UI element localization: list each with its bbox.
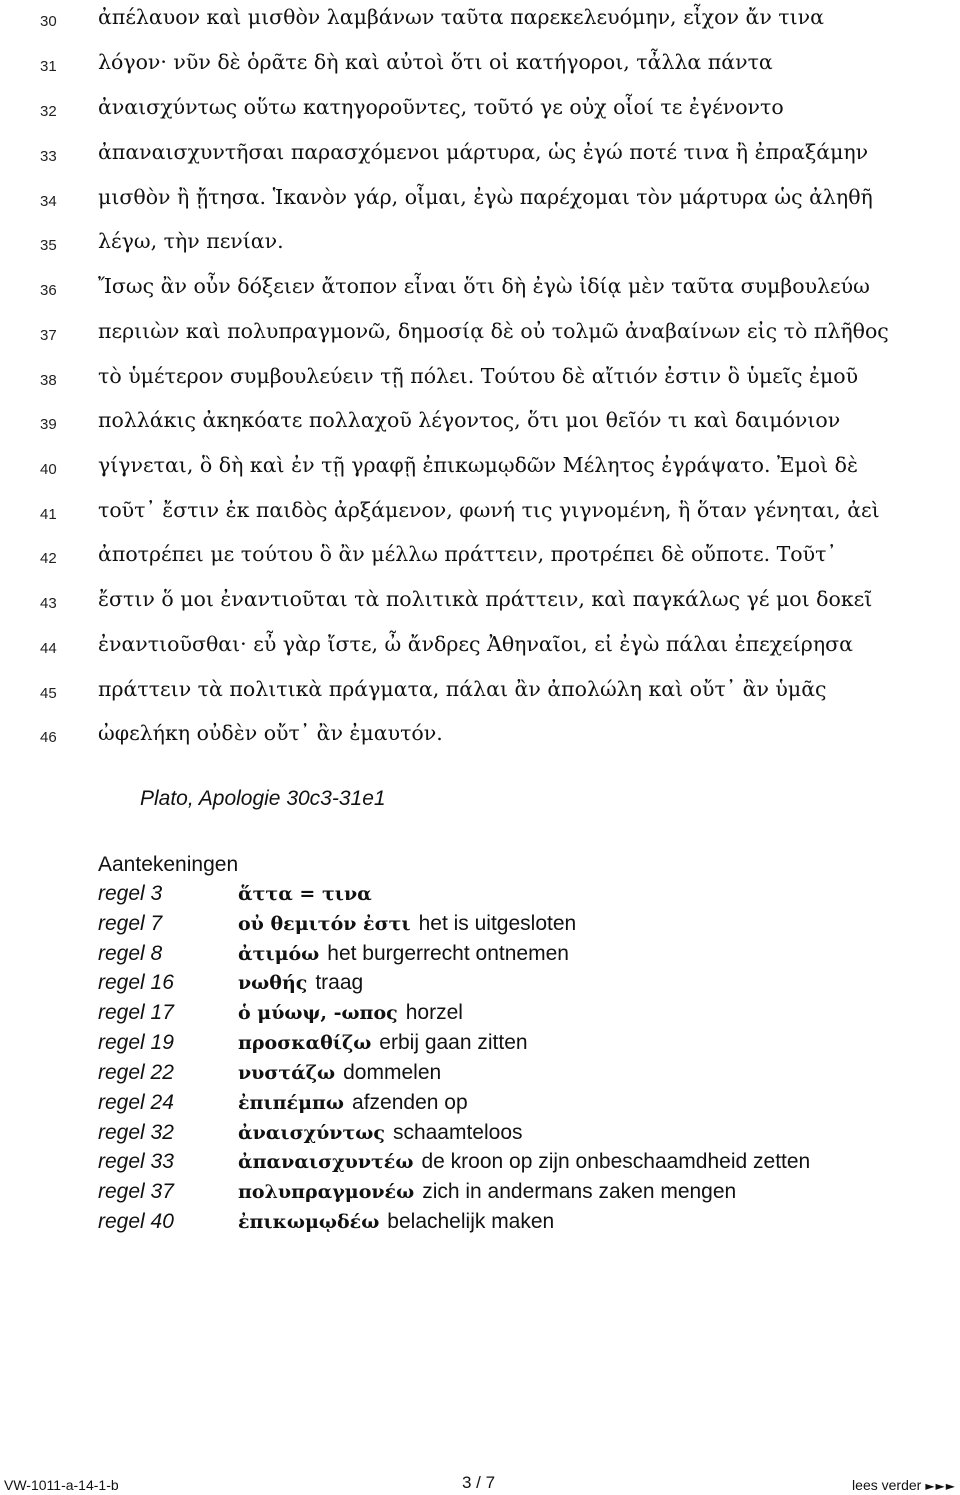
- note-term: νωθής: [238, 972, 308, 994]
- note-item: [98, 1091, 958, 1119]
- line-number: 44: [40, 640, 57, 657]
- passage-line: [0, 95, 960, 125]
- line-number: 37: [40, 327, 57, 344]
- line-number: 42: [40, 550, 57, 567]
- line-text: Ἴσως ἂν οὖν δόξειεν ἄτοπον εἶναι ὅτι δὴ ἐγὼ ἰδίᾳ μὲν ταῦτα συμβουλεύω: [98, 274, 870, 298]
- line-number: 34: [40, 193, 57, 210]
- line-text: λέγω, τὴν πενίαν.: [98, 229, 284, 253]
- line-number: 41: [40, 506, 57, 523]
- note-gloss: dommelen: [343, 1061, 442, 1084]
- note-gloss: het burgerrecht ontnemen: [327, 942, 569, 965]
- page-footer: [0, 1473, 960, 1495]
- line-number: 36: [40, 282, 57, 299]
- note-item: [98, 1001, 958, 1029]
- line-number: 31: [40, 58, 57, 75]
- line-text: ἀποτρέπει με τούτου ὃ ἂν μέλλω πράττειν, προτρέπει δὲ οὔποτε. Τοῦτ᾽: [98, 542, 837, 566]
- line-number: 32: [40, 103, 57, 120]
- note-item: [98, 1180, 958, 1208]
- passage-line: [0, 587, 960, 617]
- note-term: οὐ θεμιτόν ἐστι: [238, 913, 411, 935]
- notes-heading: Aantekeningen: [98, 853, 239, 876]
- continue-label: lees verder: [852, 1477, 922, 1493]
- line-text: γίγνεται, ὃ δὴ καὶ ἐν τῇ γραφῇ ἐπικωμῳδῶν Μέλητος ἐγράψατο. Ἐμοὶ δὲ: [98, 453, 859, 477]
- note-ref: regel 33: [98, 1150, 174, 1173]
- passage-line: [0, 229, 960, 259]
- line-number: 38: [40, 372, 57, 389]
- line-text: πράττειν τὰ πολιτικὰ πράγματα, πάλαι ἂν ἀπολώλη καὶ οὔτ᾽ ἂν ὑμᾶς: [98, 677, 827, 701]
- continue-indicator: [852, 1477, 956, 1493]
- line-number: 40: [40, 461, 57, 478]
- triangle-arrows-icon: ►►►: [925, 1479, 956, 1493]
- line-text: ἀπέλαυον καὶ μισθὸν λαμβάνων ταῦτα παρεκελευόμην, εἶχον ἄν τινα: [98, 5, 824, 29]
- passage-line: [0, 408, 960, 438]
- note-item: [98, 1150, 958, 1178]
- passage-line: [0, 50, 960, 80]
- note-gloss: het is uitgesloten: [418, 912, 577, 935]
- note-term: προσκαθίζω: [238, 1032, 372, 1054]
- note-item: [98, 882, 958, 910]
- note-term: νυστάζω: [238, 1062, 336, 1084]
- line-text: ἔστιν ὅ μοι ἐναντιοῦται τὰ πολιτικὰ πράττειν, καὶ παγκάλως γέ μοι δοκεῖ: [98, 587, 873, 611]
- exam-code: VW-1011-a-14-1-b: [4, 1477, 119, 1493]
- line-number: 45: [40, 685, 57, 702]
- line-text: ἀναισχύντως οὕτω κατηγοροῦντες, τοῦτό γε οὐχ οἷοί τε ἐγένοντο: [98, 95, 784, 119]
- note-term: ἀτιμόω: [238, 943, 320, 965]
- line-text: ὠφελήκη οὐδὲν οὔτ᾽ ἂν ἐμαυτόν.: [98, 721, 443, 745]
- line-number: 46: [40, 729, 57, 746]
- note-gloss: zich in andermans zaken mengen: [422, 1180, 737, 1203]
- note-item: [98, 942, 958, 970]
- note-ref: regel 8: [98, 942, 163, 965]
- passage-line: [0, 185, 960, 215]
- line-text: ἐναντιοῦσθαι· εὖ γὰρ ἴστε, ὦ ἄνδρες Ἀθηναῖοι, εἰ ἐγὼ πάλαι ἐπεχείρησα: [98, 632, 853, 656]
- passage-line: [0, 632, 960, 662]
- passage-line: [0, 498, 960, 528]
- passage-line: [0, 140, 960, 170]
- note-item: [98, 1061, 958, 1089]
- line-number: 39: [40, 416, 57, 433]
- note-ref: regel 22: [98, 1061, 174, 1084]
- note-gloss: erbij gaan zitten: [379, 1031, 528, 1054]
- line-text: περιιὼν καὶ πολυπραγμονῶ, δημοσίᾳ δὲ οὐ τολμῶ ἀναβαίνων εἰς τὸ πλῆθος: [98, 319, 889, 343]
- line-text: μισθὸν ἢ ᾔτησα. Ἱκανὸν γάρ, οἶμαι, ἐγὼ παρέχομαι τὸν μάρτυρα ὡς ἀληθῆ: [98, 185, 873, 209]
- passage-line: [0, 5, 960, 35]
- line-text: πολλάκις ἀκηκόατε πολλαχοῦ λέγοντος, ὅτι μοι θεῖόν τι καὶ δαιμόνιον: [98, 408, 841, 432]
- note-item: [98, 1031, 958, 1059]
- note-gloss: horzel: [405, 1001, 463, 1024]
- line-text: τοῦτ᾽ ἔστιν ἐκ παιδὸς ἀρξάμενον, φωνή τις γιγνομένη, ἣ ὅταν γένηται, ἀεὶ: [98, 498, 880, 522]
- passage-line: [0, 274, 960, 304]
- note-ref: regel 7: [98, 912, 163, 935]
- note-ref: regel 24: [98, 1091, 174, 1114]
- passage-line: [0, 364, 960, 394]
- note-gloss: schaamteloos: [392, 1121, 523, 1144]
- note-term: πολυπραγμονέω: [238, 1181, 415, 1203]
- note-gloss: de kroon op zijn onbeschaamdheid zetten: [421, 1150, 811, 1173]
- line-number: 35: [40, 237, 57, 254]
- note-item: [98, 912, 958, 940]
- note-ref: regel 17: [98, 1001, 174, 1024]
- note-ref: regel 37: [98, 1180, 174, 1203]
- note-ref: regel 3: [98, 882, 163, 905]
- note-term: ὁ μύωψ, -ωπος: [238, 1002, 398, 1024]
- line-text: ἀπαναισχυντῆσαι παρασχόμενοι μάρτυρα, ὡς ἐγώ ποτέ τινα ἢ ἐπραξάμην: [98, 140, 869, 164]
- note-ref: regel 19: [98, 1031, 174, 1054]
- passage-line: [0, 721, 960, 751]
- note-term: ἐπικωμῳδέω: [238, 1211, 380, 1233]
- note-gloss: belachelijk maken: [387, 1210, 555, 1233]
- note-term: ἀναισχύντως: [238, 1122, 385, 1144]
- passage-line: [0, 542, 960, 572]
- passage-line: [0, 453, 960, 483]
- line-text: λόγον· νῦν δὲ ὁρᾶτε δὴ καὶ αὐτοὶ ὅτι οἱ κατήγοροι, τἆλλα πάντα: [98, 50, 773, 74]
- note-item: [98, 1210, 958, 1238]
- line-number: 43: [40, 595, 57, 612]
- note-ref: regel 16: [98, 971, 174, 994]
- page-number: 3 / 7: [462, 1473, 496, 1492]
- passage-line: [0, 319, 960, 349]
- note-ref: regel 32: [98, 1121, 174, 1144]
- note-term: ἅττα = τινα: [238, 883, 372, 905]
- passage-line: [0, 677, 960, 707]
- note-term: ἐπιπέμπω: [238, 1092, 345, 1114]
- line-number: 33: [40, 148, 57, 165]
- note-term: ἀπαναισχυντέω: [238, 1151, 414, 1173]
- note-gloss: traag: [315, 971, 364, 994]
- source-citation: Plato, Apologie 30c3-31e1: [140, 787, 386, 810]
- note-ref: regel 40: [98, 1210, 174, 1233]
- note-item: [98, 971, 958, 999]
- line-text: τὸ ὑμέτερον συμβουλεύειν τῇ πόλει. Τούτου δὲ αἴτιόν ἐστιν ὃ ὑμεῖς ἐμοῦ: [98, 364, 859, 388]
- note-gloss: afzenden op: [352, 1091, 468, 1114]
- note-item: [98, 1121, 958, 1149]
- line-number: 30: [40, 13, 57, 30]
